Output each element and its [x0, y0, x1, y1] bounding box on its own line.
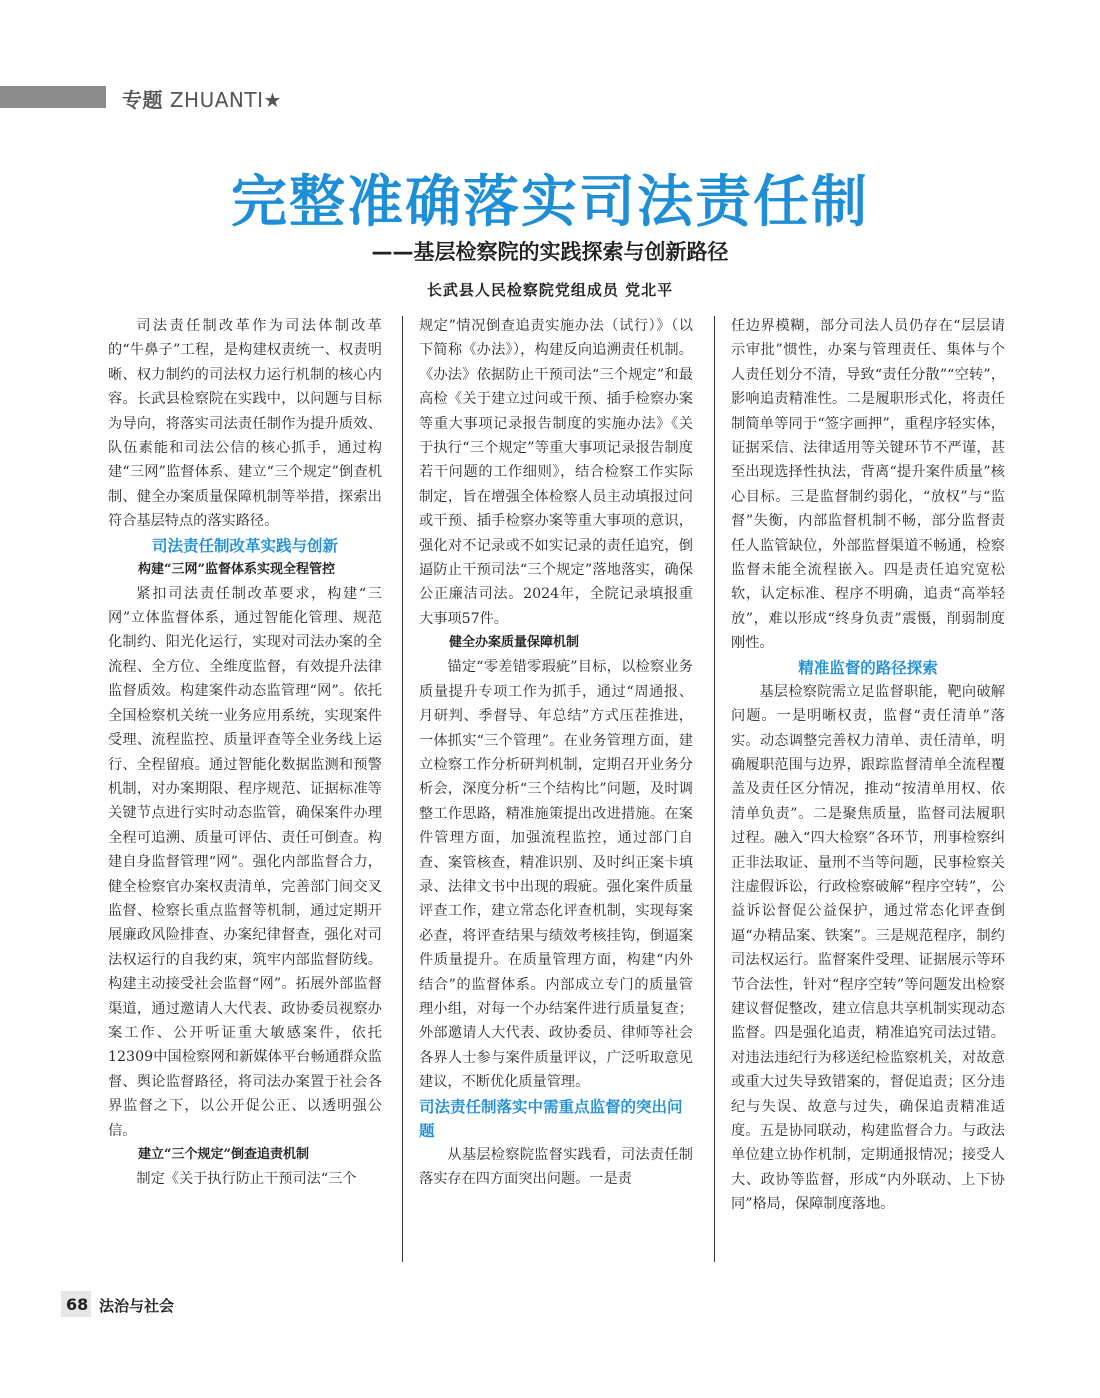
- paragraph: 规定”情况倒查追责实施办法（试行）》（以下简称《办法》），构建反向追溯责任机制。《办法》依据防止干预司法“三个规定”和最高检《关于建立过问或干预、插手检察办案等重大事项记录报告制度的实施办法》《关于执行“三个规定”等重大事项记录报告制度若干问题的工作细则》，结合检察工作实际制定，旨在增强全体检察人员主动填报过问或干预、插手检察办案等重大事项的意识，强化对不记录或不如实记录的责任追究，倒逼防止干预司法“三个规定”落地落实，确保公正廉洁司法。2024年，全院记录填报重大事项57件。: [419, 318, 693, 627]
- sub-heading: 构建“三网”监督体系实现全程管控: [138, 561, 335, 577]
- column-2: [419, 314, 693, 1191]
- section-heading: 司法责任制落实中需重点监督的突出问题: [419, 1096, 683, 1140]
- paragraph: 从基层检察院监督实践看，司法责任制落实存在四方面突出问题。一是责: [419, 1146, 693, 1187]
- paragraph: 锚定“零差错零瑕疵”目标，以检察业务质量提升专项工作为抓手，通过“周通报、月研判、季督导、年总结”方式压茬推进，一体抓实“三个管理”。在业务管理方面，建立检察工作分析研判机制，定期召开业务分析会，深度分析“三个结构比”问题，及时调整工作思路，精准施策提出改进措施。在案件管理方面，加强流程监控，通过部门自查、案管核查，精准识别、及时纠正案卡填录、法律文书中出现的瑕疵。强化案件质量评查工作，建立常态化评查机制，实现每案必查，将评查结果与绩效考核挂钩，倒逼案件质量提升。在质量管理方面，构建“内外结合”的监督体系。内部成立专门的质量管理小组，对每一个办结案件进行质量复查；外部邀请人大代表、政协委员、律师等社会各界人士参与案件质量评议，广泛听取意见建议，不断优化质量管理。: [419, 659, 693, 1091]
- column-divider: [402, 316, 403, 1262]
- column-divider: [714, 316, 715, 1262]
- section-label: [122, 84, 282, 113]
- column-3: [731, 314, 1005, 1217]
- article-subtitle: ——基层检察院的实践探索与创新路径: [371, 240, 729, 264]
- section-bar: [0, 86, 106, 108]
- column-1: [108, 314, 382, 1191]
- sub-heading: 健全办案质量保障机制: [449, 635, 580, 651]
- paragraph: 基层检察院需立足监督职能，靶向破解问题。一是明晰权责，监督“责任清单”落实。动态调整完善权力清单、责任清单，明确履职范围与边界，跟踪监督清单全流程覆盖及责任区分情况，推动“按清单用权、依清单负责”。二是聚焦质量，监督司法履职过程。融入“四大检察”各环节，刑事检察纠正非法取证、量刑不当等问题，民事检察关注虚假诉讼，行政检察破解“程序空转”，公益诉讼督促公益保护，通过常态化评查倒逼“办精品案、铁案”。三是规范程序，制约司法权运行。监督案件受理、证据展示等环节合法性，针对“程序空转”等问题发出检察建议督促整改，建立信息共享机制实现动态监督。四是强化追责，精准追究司法过错。对违法违纪行为移送纪检监察机关，对故意或重大过失导致错案的，督促追责；区分违纪与失误、故意与过失，确保追责精准适度。五是协同联动，构建监督合力。与政法单位建立协作机制，定期通报情况；接受人大、政协等监督，形成“内外联动、上下协同”格局，保障制度落地。: [731, 683, 1005, 1213]
- section-heading: 精准监督的路径探索: [798, 657, 938, 677]
- article-title: 完整准确落实司法责任制: [231, 169, 869, 235]
- paragraph: 紧扣司法责任制改革要求，构建“三网”立体监督体系，通过智能化管理、规范化制约、阳光化运行，实现对司法办案的全流程、全方位、全维度监督，有效提升法律监督质效。构建案件动态监管理“网”。依托全国检察机关统一业务应用系统，实现案件受理、流程监控、质量评查等全业务线上运行、全程留痕。通过智能化数据监测和预警机制，对办案期限、程序规范、证据标准等关键节点进行实时动态监管，确保案件办理全程可追溯、质量可评估、责任可倒查。构建自身监督管理“网”。强化内部监督合力，健全检察官办案权责清单，完善部门间交叉监督、检察长重点监督等机制，通过定期开展廉政风险排查、办案纪律督查，强化对司法权运行的自我约束，筑牢内部监督防线。构建主动接受社会监督“网”。拓展外部监督渠道，通过邀请人大代表、政协委员视察办案工作、公开听证重大敏感案件，依托12309中国检察网和新媒体平台畅通群众监督、舆论监督路径，将司法办案置于社会各界监督之下，以公开促公正、以透明强公信。: [108, 585, 382, 1139]
- journal-name: 法治与社会: [99, 1297, 175, 1315]
- section-heading: 司法责任制改革实践与创新: [151, 535, 338, 555]
- page-number: 68: [66, 1295, 89, 1314]
- paragraph: 制定《关于执行防止干预司法“三个: [136, 1171, 357, 1187]
- paragraph: 司法责任制改革作为司法体制改革的“牛鼻子”工程，是构建权责统一、权责明晰、权力制约的司法权力运行机制的核心内容。长武县检察院在实践中，以问题与目标为导向，将落实司法责任制作为提升质效、队伍素能和司法公信的核心抓手，通过构建“三网”监督体系、建立“三个规定”倒查机制、健全办案质量保障机制等举措，探索出符合基层特点的落实路径。: [108, 318, 382, 530]
- sub-heading: 建立“三个规定”倒查追责机制: [138, 1147, 309, 1162]
- paragraph: 任边界模糊，部分司法人员仍存在“层层请示审批”惯性，办案与管理责任、集体与个人责任划分不清，导致“责任分散”“空转”，影响追责精准性。二是履职形式化，将责任制简单等同于“签字画押”，重程序轻实体，证据采信、法律适用等关键环节不严谨，甚至出现选择性执法，背离“提升案件质量”核心目标。三是监督制约弱化，“放权”与“监督”失衡，内部监督机制不畅，部分监督责任人监管缺位，外部监督渠道不畅通，检察监督未能全流程嵌入。四是责任追究宽松软，认定标准、程序不明确，追责“高举轻放”，难以形成“终身负责”震慑，削弱制度刚性。: [731, 318, 1005, 652]
- article-author: 长武县人民检察院党组成员 党北平: [426, 281, 674, 299]
- section-cn: 专题: [122, 88, 163, 112]
- section-en: ZHUANTI★: [169, 88, 282, 112]
